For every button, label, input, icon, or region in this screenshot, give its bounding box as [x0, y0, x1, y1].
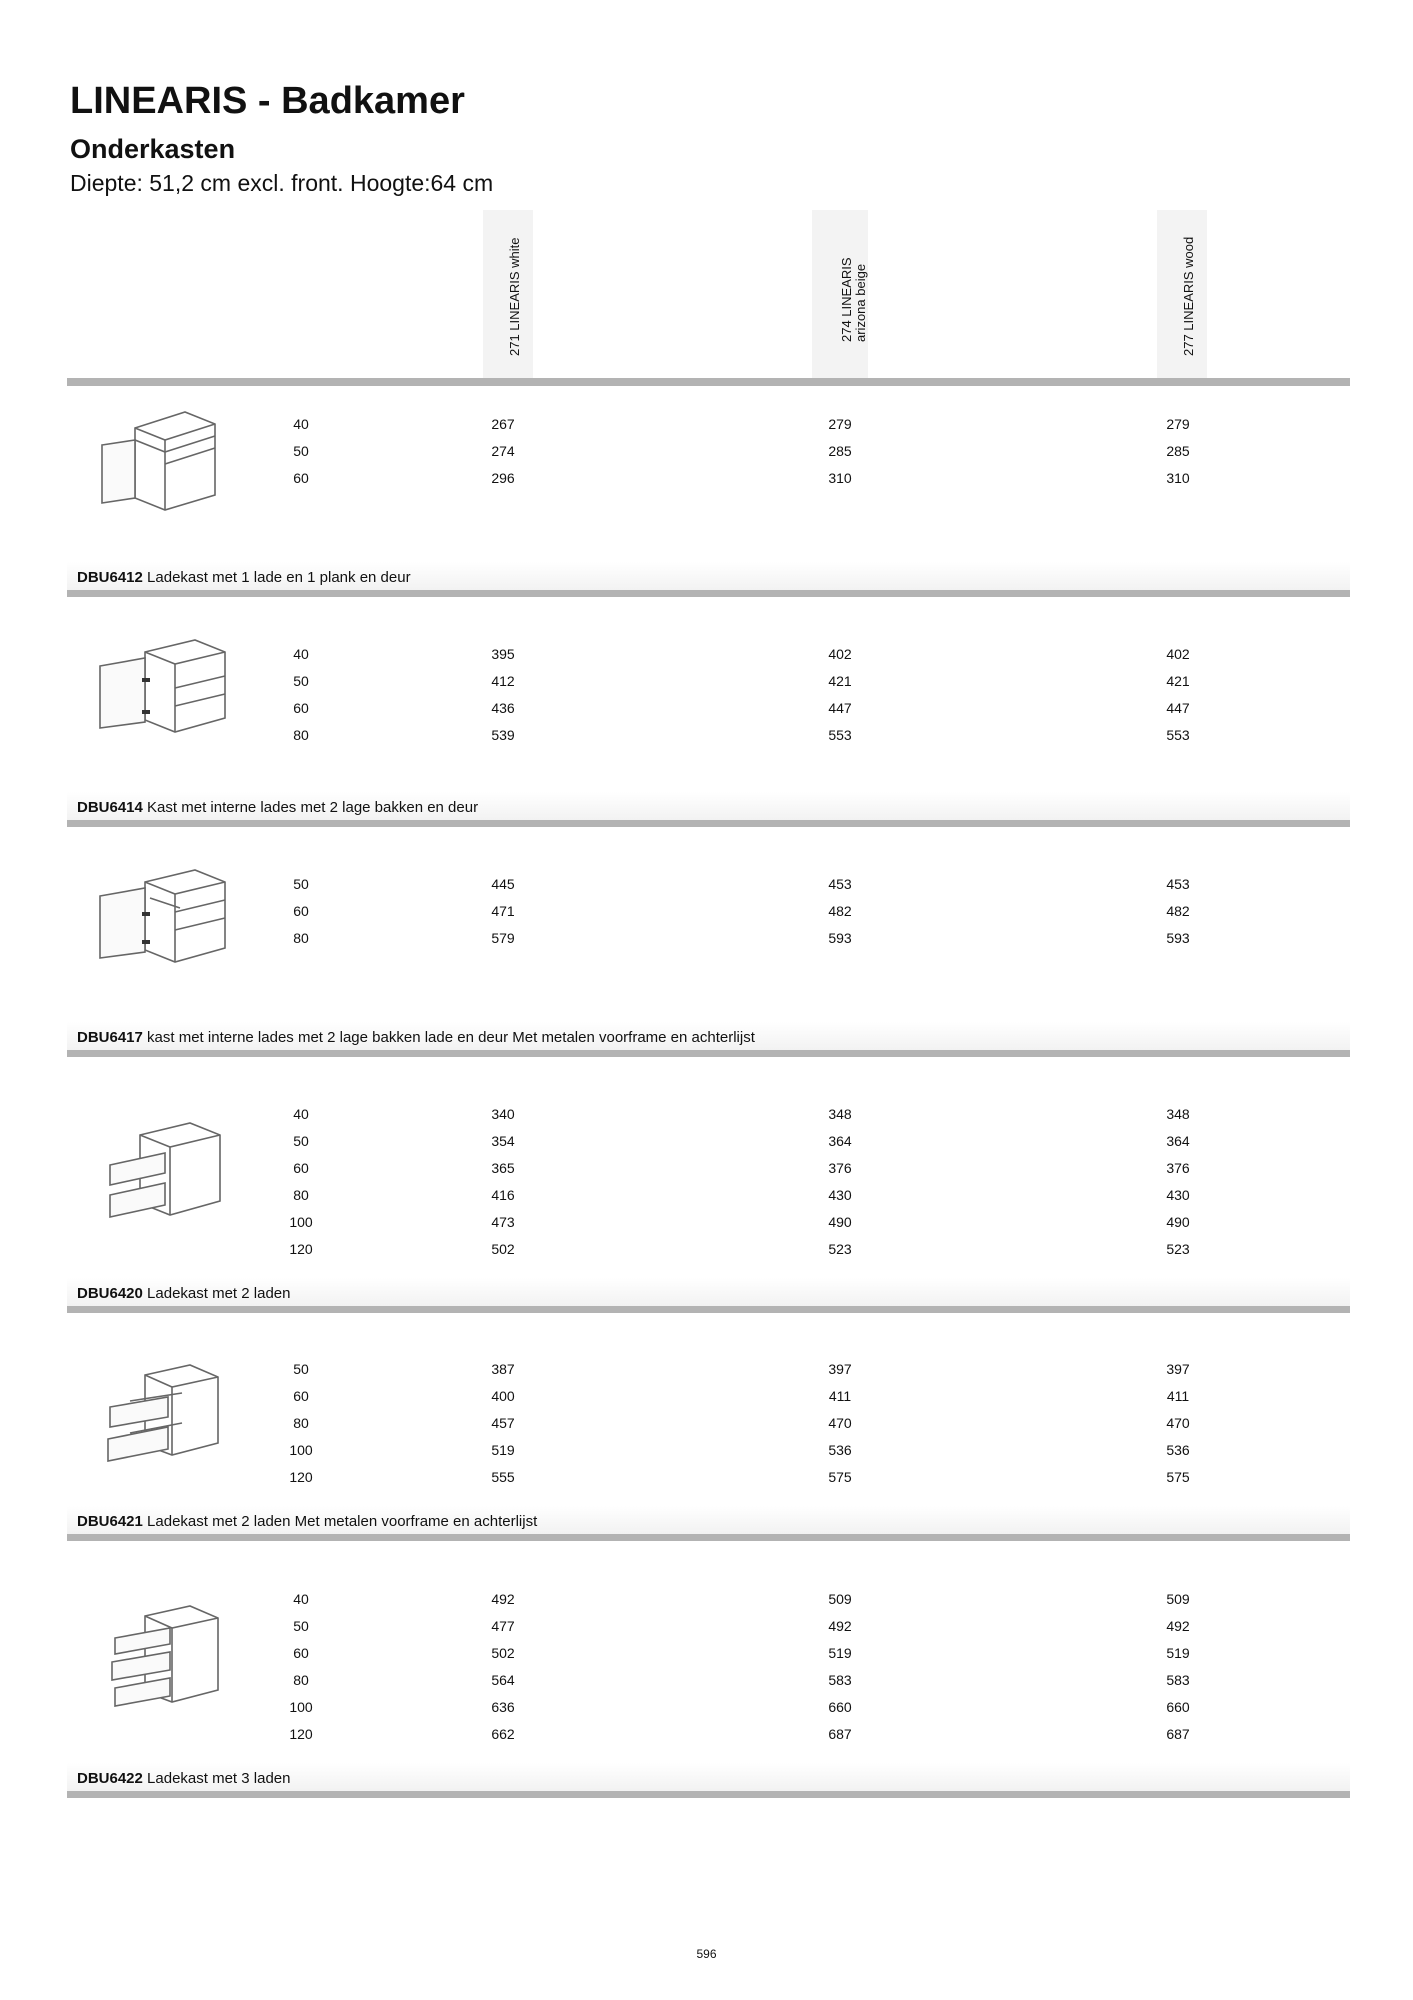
product-description: Ladekast met 3 laden — [147, 1770, 291, 1787]
width-cell: 60 — [293, 903, 309, 919]
column-header-wood — [1157, 210, 1207, 378]
width-cell: 60 — [293, 1388, 309, 1404]
price-cell: 471 — [491, 903, 515, 919]
product-label-bar — [67, 1022, 1350, 1050]
price-cell: 579 — [491, 930, 515, 946]
price-cell: 553 — [1166, 727, 1190, 743]
dimensions-note: Diepte: 51,2 cm excl. front. Hoogte:64 cm — [70, 170, 494, 196]
product-description: Ladekast met 2 laden Met metalen voorframe en achterlijst — [147, 1513, 538, 1530]
product-divider — [67, 1050, 1350, 1057]
product-label — [77, 799, 478, 816]
product-description: kast met interne lades met 2 lage bakken lade en deur Met metalen voorframe en achterlijst — [147, 1029, 755, 1046]
product-label-bar — [67, 562, 1350, 590]
price-cell: 397 — [1166, 1361, 1190, 1377]
price-cell: 473 — [491, 1214, 515, 1230]
column-label-arizona-beige: 274 LINEARIS arizona beige — [839, 257, 868, 342]
product-code: DBU6412 — [77, 569, 143, 586]
price-row — [0, 1442, 1413, 1464]
price-row — [0, 700, 1413, 722]
price-cell: 490 — [828, 1214, 852, 1230]
price-row — [0, 1106, 1413, 1128]
price-cell: 470 — [828, 1415, 852, 1431]
price-cell: 340 — [491, 1106, 515, 1122]
price-row — [0, 1361, 1413, 1383]
column-header-arizona-beige — [812, 210, 868, 378]
width-cell: 80 — [293, 727, 309, 743]
price-cell: 376 — [1166, 1160, 1190, 1176]
price-cell: 583 — [828, 1672, 852, 1688]
price-row — [0, 1591, 1413, 1613]
price-row — [0, 876, 1413, 898]
price-cell: 519 — [1166, 1645, 1190, 1661]
price-cell: 447 — [828, 700, 852, 716]
width-cell: 80 — [293, 1187, 309, 1203]
price-cell: 285 — [1166, 443, 1190, 459]
price-cell: 430 — [1166, 1187, 1190, 1203]
page-number: 596 — [696, 1947, 717, 1961]
product-code: DBU6417 — [77, 1029, 143, 1046]
price-cell: 365 — [491, 1160, 515, 1176]
price-cell: 348 — [828, 1106, 852, 1122]
width-cell: 60 — [293, 470, 309, 486]
price-row — [0, 646, 1413, 668]
product-code: DBU6421 — [77, 1513, 143, 1530]
price-row — [0, 1214, 1413, 1236]
price-row — [0, 1133, 1413, 1155]
price-cell: 509 — [828, 1591, 852, 1607]
price-cell: 575 — [1166, 1469, 1190, 1485]
price-row — [0, 1672, 1413, 1694]
price-cell: 575 — [828, 1469, 852, 1485]
width-cell: 120 — [289, 1241, 313, 1257]
price-cell: 416 — [491, 1187, 515, 1203]
price-cell: 274 — [491, 443, 515, 459]
price-cell: 660 — [1166, 1699, 1190, 1715]
price-cell: 279 — [1166, 416, 1190, 432]
product-label — [77, 1029, 755, 1046]
price-row — [0, 930, 1413, 952]
price-row — [0, 1699, 1413, 1721]
width-cell: 80 — [293, 1415, 309, 1431]
price-cell: 267 — [491, 416, 515, 432]
price-cell: 421 — [828, 673, 852, 689]
price-row — [0, 903, 1413, 925]
price-row — [0, 1726, 1413, 1748]
product-label-bar — [67, 1763, 1350, 1791]
price-cell: 492 — [491, 1591, 515, 1607]
product-label-bar — [67, 1278, 1350, 1306]
page-subtitle: Onderkasten — [70, 134, 236, 164]
price-row — [0, 1160, 1413, 1182]
price-cell: 490 — [1166, 1214, 1190, 1230]
price-row — [0, 1469, 1413, 1491]
price-cell: 593 — [828, 930, 852, 946]
price-cell: 536 — [828, 1442, 852, 1458]
price-row — [0, 727, 1413, 749]
price-cell: 477 — [491, 1618, 515, 1634]
price-row — [0, 1241, 1413, 1263]
price-cell: 296 — [491, 470, 515, 486]
price-cell: 502 — [491, 1645, 515, 1661]
price-cell: 482 — [1166, 903, 1190, 919]
price-cell: 555 — [491, 1469, 515, 1485]
price-cell: 411 — [828, 1388, 852, 1404]
product-label-bar — [67, 1506, 1350, 1534]
price-cell: 279 — [828, 416, 852, 432]
price-cell: 364 — [1166, 1133, 1190, 1149]
width-cell: 50 — [293, 876, 309, 892]
price-cell: 400 — [491, 1388, 515, 1404]
price-cell: 583 — [1166, 1672, 1190, 1688]
price-cell: 509 — [1166, 1591, 1190, 1607]
product-divider — [67, 1306, 1350, 1313]
width-cell: 120 — [289, 1469, 313, 1485]
product-description: Ladekast met 1 lade en 1 plank en deur — [147, 569, 411, 586]
width-cell: 40 — [293, 416, 309, 432]
price-cell: 285 — [828, 443, 852, 459]
price-cell: 502 — [491, 1241, 515, 1257]
price-cell: 519 — [828, 1645, 852, 1661]
price-cell: 376 — [828, 1160, 852, 1176]
price-row — [0, 443, 1413, 465]
price-cell: 662 — [491, 1726, 515, 1742]
product-divider — [67, 820, 1350, 827]
width-cell: 40 — [293, 1106, 309, 1122]
price-row — [0, 1415, 1413, 1437]
price-cell: 397 — [828, 1361, 852, 1377]
price-cell: 447 — [1166, 700, 1190, 716]
price-cell: 436 — [491, 700, 515, 716]
price-row — [0, 673, 1413, 695]
price-cell: 492 — [828, 1618, 852, 1634]
width-cell: 50 — [293, 1361, 309, 1377]
price-cell: 660 — [828, 1699, 852, 1715]
price-cell: 310 — [1166, 470, 1190, 486]
width-cell: 100 — [289, 1442, 313, 1458]
product-code: DBU6414 — [77, 799, 143, 816]
price-cell: 482 — [828, 903, 852, 919]
price-cell: 636 — [491, 1699, 515, 1715]
price-row — [0, 1187, 1413, 1209]
price-cell: 492 — [1166, 1618, 1190, 1634]
product-divider — [67, 1791, 1350, 1798]
product-description: Ladekast met 2 laden — [147, 1285, 291, 1302]
width-cell: 100 — [289, 1214, 313, 1230]
width-cell: 80 — [293, 930, 309, 946]
column-label-wood: 277 LINEARIS wood — [1181, 236, 1196, 356]
price-cell: 687 — [1166, 1726, 1190, 1742]
price-cell: 519 — [491, 1442, 515, 1458]
width-cell: 50 — [293, 1133, 309, 1149]
price-cell: 553 — [828, 727, 852, 743]
product-description: Kast met interne lades met 2 lage bakken en deur — [147, 799, 479, 816]
width-cell: 60 — [293, 1160, 309, 1176]
width-cell: 50 — [293, 443, 309, 459]
header-divider — [67, 378, 1350, 386]
column-header-white — [483, 210, 533, 378]
price-cell: 402 — [828, 646, 852, 662]
width-cell: 50 — [293, 1618, 309, 1634]
width-cell: 50 — [293, 673, 309, 689]
price-cell: 453 — [828, 876, 852, 892]
price-cell: 411 — [1166, 1388, 1190, 1404]
price-cell: 593 — [1166, 930, 1190, 946]
price-cell: 564 — [491, 1672, 515, 1688]
price-cell: 421 — [1166, 673, 1190, 689]
price-cell: 402 — [1166, 646, 1190, 662]
page-title: LINEARIS - Badkamer — [70, 80, 465, 122]
price-cell: 395 — [491, 646, 515, 662]
price-cell: 523 — [1166, 1241, 1190, 1257]
price-row — [0, 470, 1413, 492]
price-row — [0, 1618, 1413, 1640]
width-cell: 40 — [293, 1591, 309, 1607]
product-code: DBU6420 — [77, 1285, 143, 1302]
price-row — [0, 416, 1413, 438]
width-cell: 60 — [293, 700, 309, 716]
width-cell: 80 — [293, 1672, 309, 1688]
price-cell: 310 — [828, 470, 852, 486]
width-cell: 40 — [293, 646, 309, 662]
price-cell: 539 — [491, 727, 515, 743]
product-label — [77, 569, 411, 586]
price-cell: 470 — [1166, 1415, 1190, 1431]
price-cell: 536 — [1166, 1442, 1190, 1458]
product-label-bar — [67, 792, 1350, 820]
column-label-white: 271 LINEARIS white — [507, 237, 522, 356]
price-cell: 387 — [491, 1361, 515, 1377]
price-cell: 457 — [491, 1415, 515, 1431]
price-cell: 430 — [828, 1187, 852, 1203]
price-cell: 364 — [828, 1133, 852, 1149]
product-divider — [67, 590, 1350, 597]
price-cell: 412 — [491, 673, 515, 689]
width-cell: 100 — [289, 1699, 313, 1715]
price-cell: 687 — [828, 1726, 852, 1742]
product-divider — [67, 1534, 1350, 1541]
price-cell: 445 — [491, 876, 515, 892]
price-cell: 453 — [1166, 876, 1190, 892]
price-row — [0, 1645, 1413, 1667]
price-cell: 523 — [828, 1241, 852, 1257]
product-code: DBU6422 — [77, 1770, 143, 1787]
product-label — [77, 1513, 537, 1530]
price-row — [0, 1388, 1413, 1410]
width-cell: 120 — [289, 1726, 313, 1742]
price-cell: 354 — [491, 1133, 515, 1149]
price-cell: 348 — [1166, 1106, 1190, 1122]
product-label — [77, 1770, 290, 1787]
product-label — [77, 1285, 290, 1302]
width-cell: 60 — [293, 1645, 309, 1661]
